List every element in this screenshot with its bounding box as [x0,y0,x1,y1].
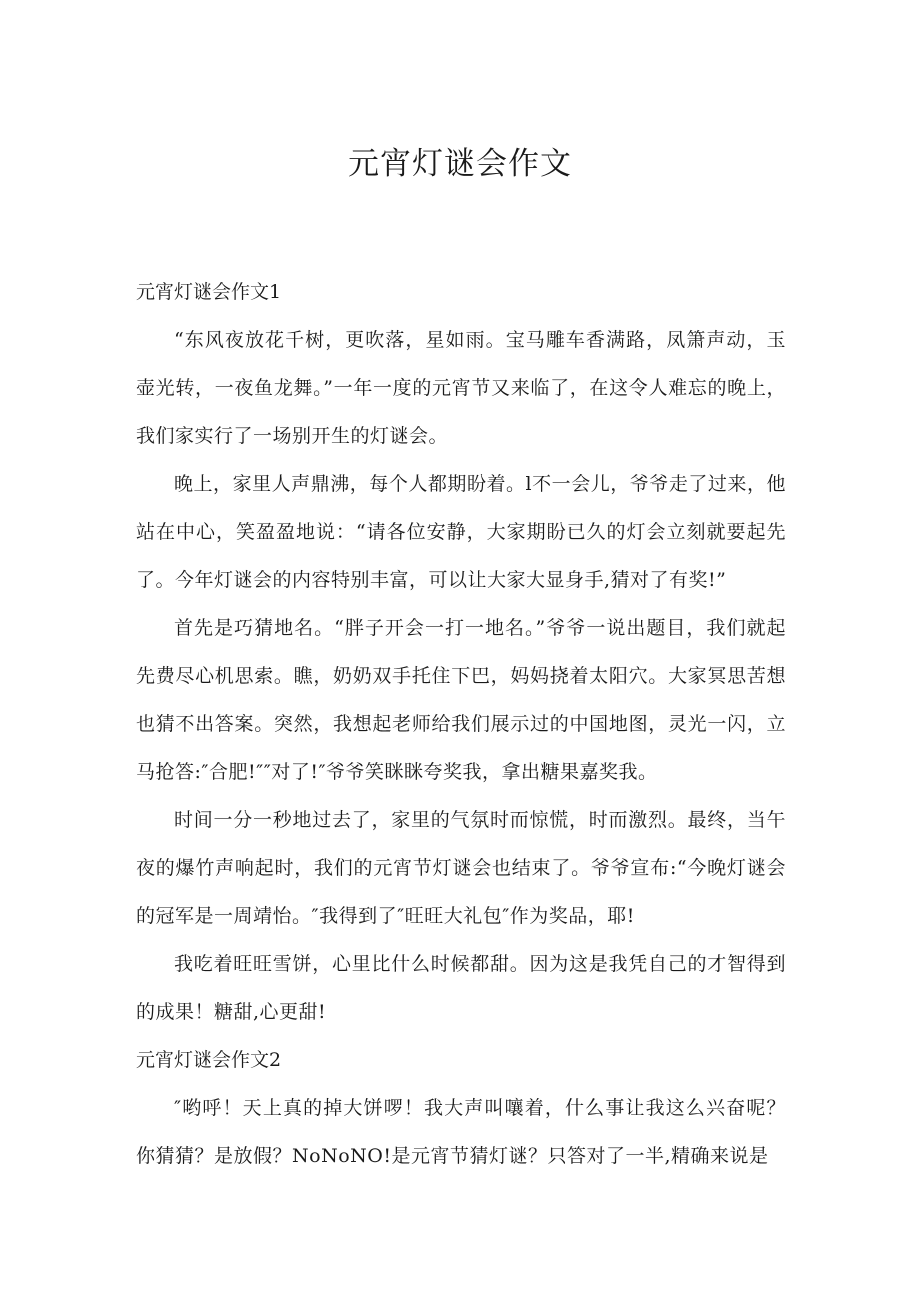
document-body [136,268,786,1180]
paragraph: ″哟呼！天上真的掉大饼啰！我大声叫嚷着，什么事让我这么兴奋呢？你猜猜？是放假？NoNoNO!是元宵节猜灯谜？只答对了一半,精确来说是 [136,1097,786,1167]
paragraph: 时间一分一秒地过去了，家里的气氛时而惊慌，时而激烈。最终，当午夜的爆竹声响起时，我们的元宵节灯谜会也结束了。爷爷宣布:“今晚灯谜会的冠军是一周靖怡。″我得到了″旺旺大礼包″作为奖品，耶! [136,809,786,927]
paragraph: 晚上，家里人声鼎沸，每个人都期盼着。l不一会儿，爷爷走了过来，他站在中心，笑盈盈地说：“请各位安静，大家期盼已久的灯会立刻就要起先了。今年灯谜会的内容特别丰富，可以让大家大显身手,猜对了有奖!” [136,473,786,591]
section-1 [136,268,786,1036]
section-2 [136,1036,786,1180]
paragraph: 我吃着旺旺雪饼，心里比什么时候都甜。因为这是我凭自己的才智得到的成果！糖甜,心更甜! [136,953,786,1023]
section-heading: 元宵灯谜会作文1 [136,281,282,303]
paragraph: 首先是巧猜地名。“胖子开会一打一地名。”爷爷一说出题目，我们就起先费尽心机思索。瞧，奶奶双手托住下巴，妈妈挠着太阳穴。大家冥思苦想也猜不出答案。突然，我想起老师给我们展示过的中国地图，灵光一闪，立马抢答:″合肥!″″对了!″爷爷笑眯眯夸奖我，拿出糖果嘉奖我。 [136,617,786,783]
section-heading: 元宵灯谜会作文2 [136,1049,282,1071]
paragraph: “东风夜放花千树，更吹落，星如雨。宝马雕车香满路，凤箫声动，玉壶光转，一夜鱼龙舞。”一年一度的元宵节又来临了，在这令人难忘的晚上，我们家实行了一场别开生的灯谜会。 [136,329,786,447]
document-title: 元宵灯谜会作文 [348,146,572,182]
